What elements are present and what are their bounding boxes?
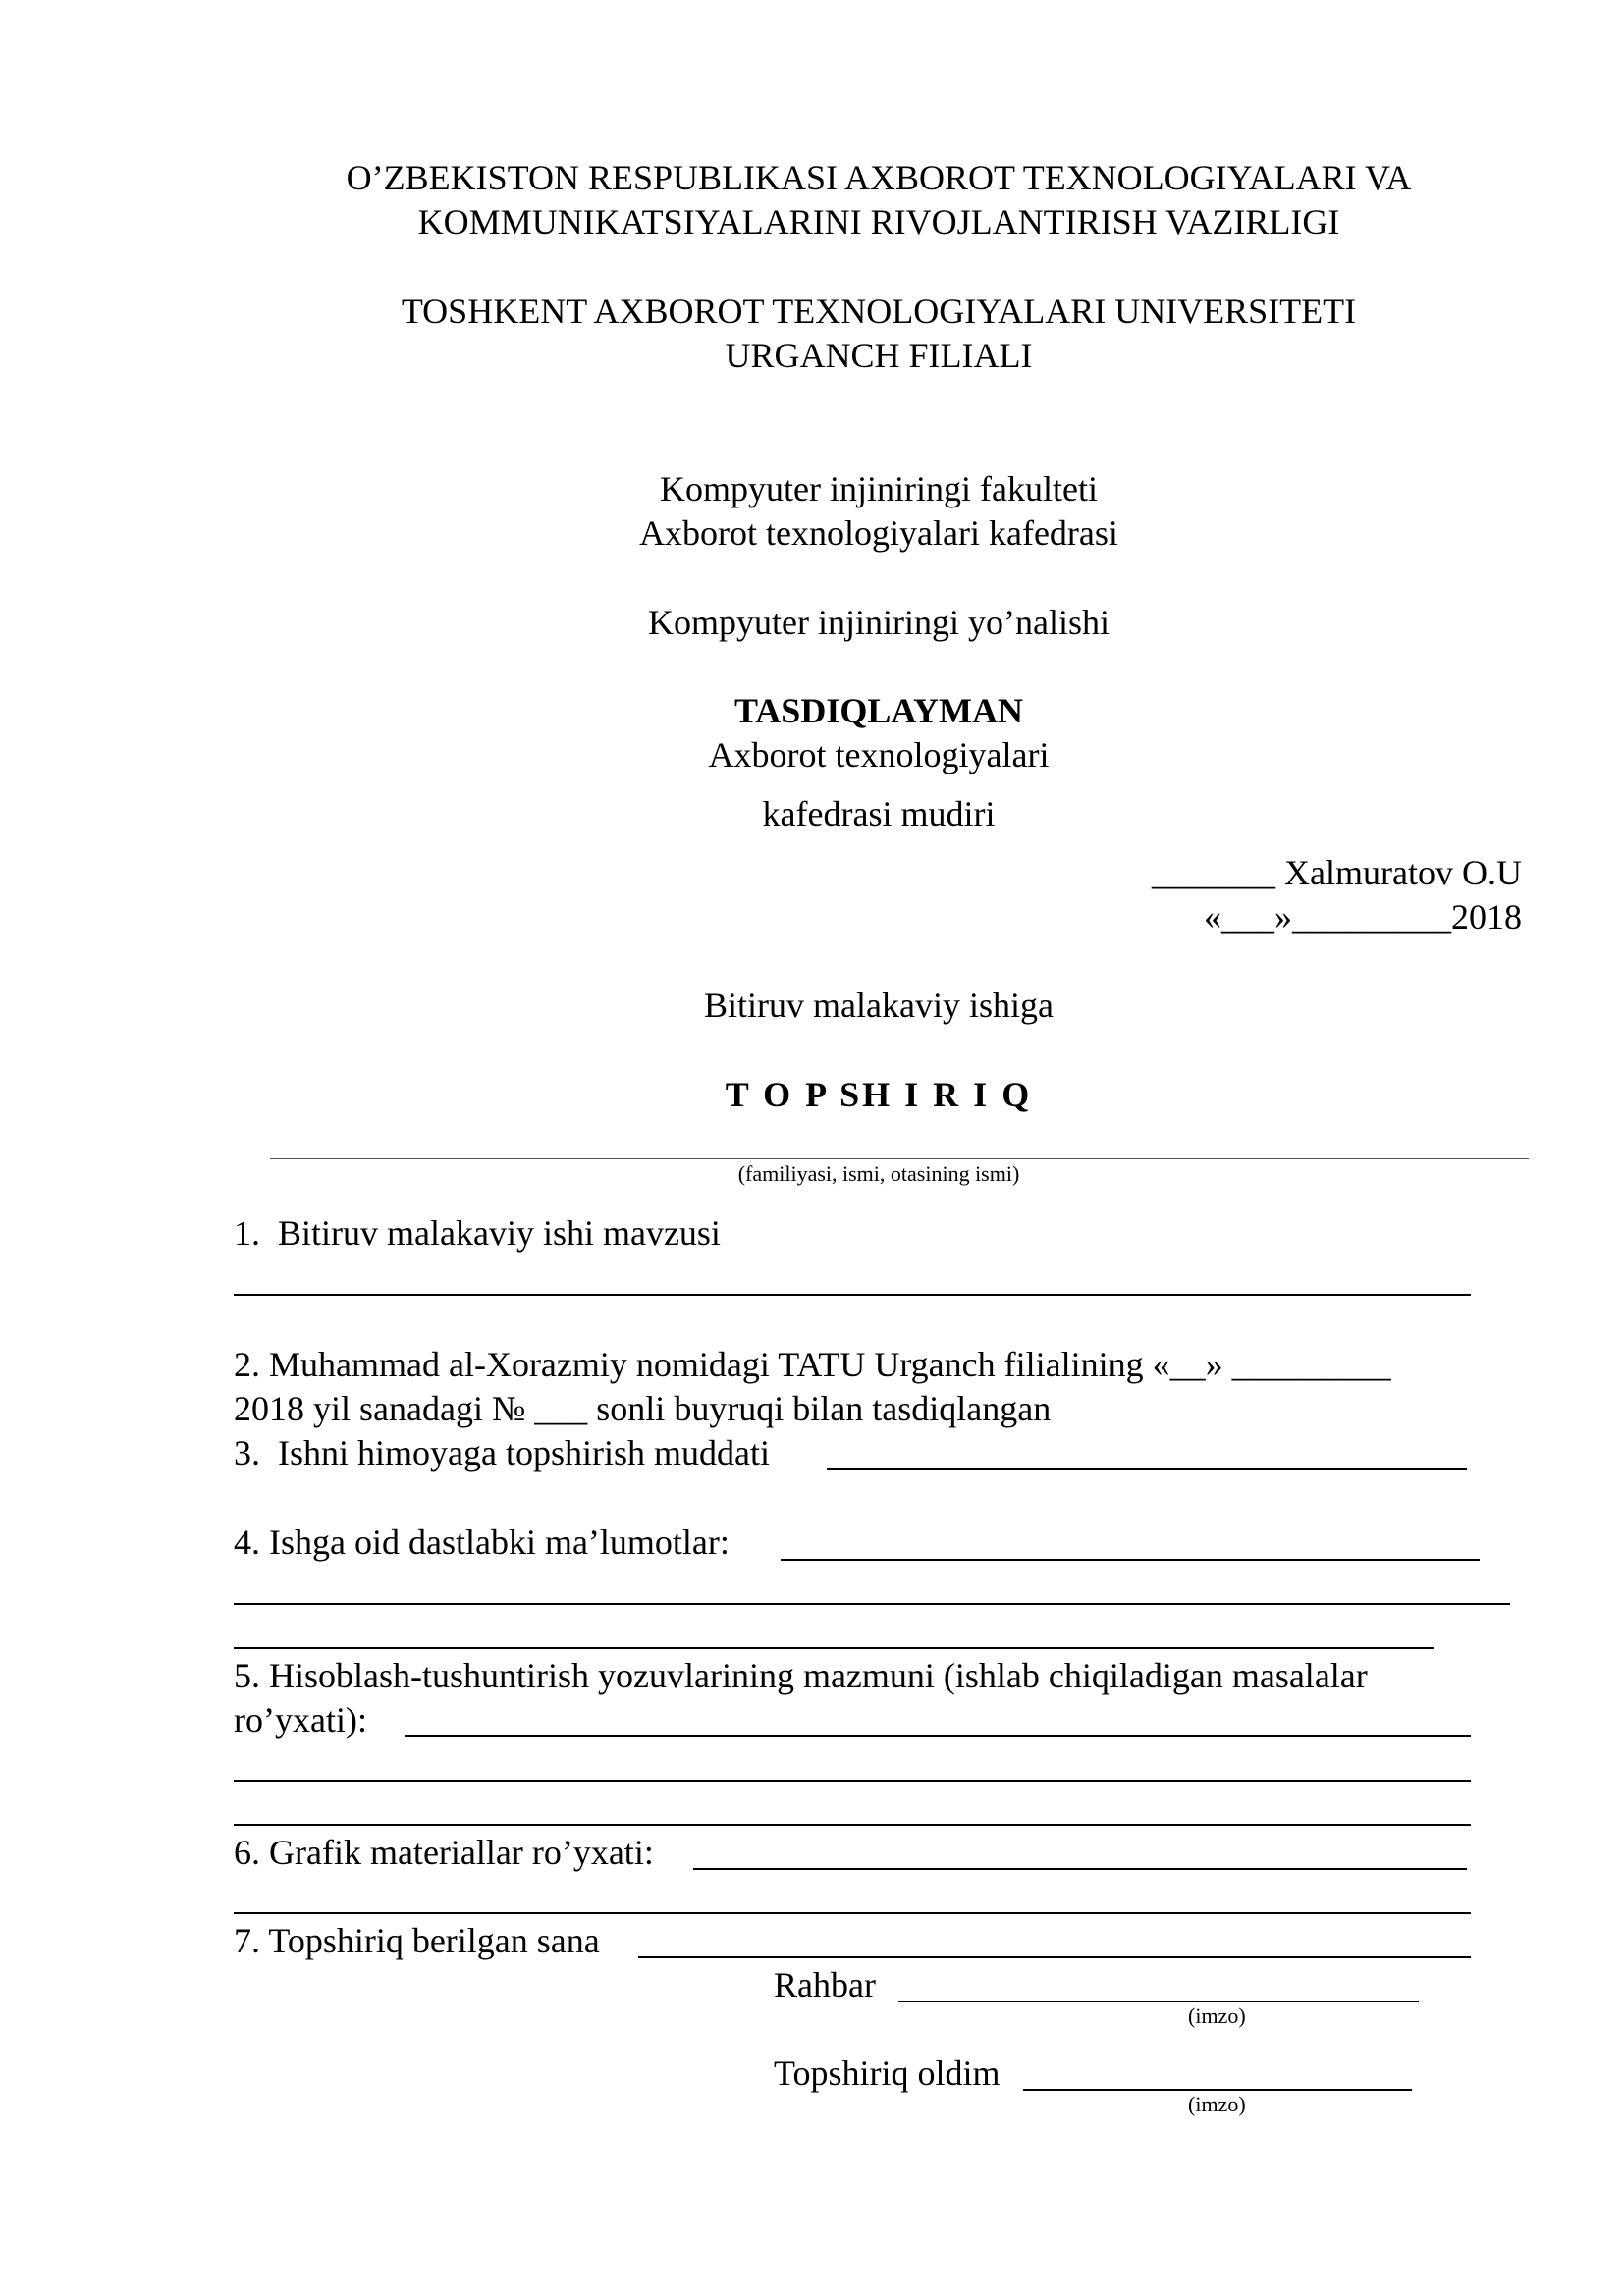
item-6-fill-line-1 <box>693 1868 1467 1870</box>
item-4-fill-line-2 <box>234 1603 1510 1605</box>
item-5-fill-line-1 <box>405 1735 1471 1737</box>
faculty-name: Kompyuter injiniringi fakulteti <box>660 469 1098 508</box>
ministry-line-2: KOMMUNIKATSIYALARINI RIVOJLANTIRISH VAZIRLIGI <box>417 202 1340 241</box>
item-4-initial-data: 4. Ishga oid dastlabki ma’lumotlar: <box>234 1522 730 1562</box>
item-1-thesis-topic: 1. Bitiruv malakaviy ishi mavzusi <box>234 1213 721 1253</box>
student-name-caption: (familiyasi, ismi, otasining ismi) <box>737 1161 1020 1186</box>
item-2-order-line-1: 2. Muhammad al-Xorazmiy nomidagi TATU Urganch filialining «__» _________ <box>234 1345 1391 1384</box>
item-1-fill-line <box>234 1294 1471 1296</box>
item-6-fill-line-2 <box>234 1912 1471 1914</box>
task-subtitle: Bitiruv malakaviy ishiga <box>704 986 1054 1025</box>
item-5-contents-line-1: 5. Hisoblash-tushuntirish yozuvlarining mazmuni (ishlab chiqiladigan masalalar <box>234 1656 1368 1695</box>
supervisor-label: Rahbar <box>774 1965 876 2004</box>
university-line-2: URGANCH FILIALI <box>725 336 1033 375</box>
approver-position-line-2: kafedrasi mudiri <box>762 794 996 833</box>
item-5-fill-line-2 <box>234 1780 1471 1782</box>
item-4-fill-line-3 <box>234 1647 1434 1649</box>
department-name: Axborot texnologiyalari kafedrasi <box>639 513 1118 553</box>
student-receipt-label: Topshiriq oldim <box>774 2054 1001 2093</box>
supervisor-signature-caption: (imzo) <box>1188 2003 1246 2028</box>
student-signature-caption: (imzo) <box>1188 2092 1246 2116</box>
supervisor-signature-line <box>898 2001 1419 2002</box>
item-3-deadline: 3. Ishni himoyaga topshirish muddati <box>234 1433 770 1472</box>
item-5-contents-line-2: ro’yxati): <box>234 1700 367 1739</box>
approval-date-line: «___»_________2018 <box>1204 897 1522 936</box>
item-3-fill-line <box>827 1468 1467 1470</box>
approval-title: TASDIQLAYMAN <box>733 691 1024 730</box>
university-line-1: TOSHKENT AXBOROT TEXNOLOGIYALARI UNIVERSITETI <box>401 292 1357 331</box>
ministry-line-1: O’ZBEKISTON RESPUBLIKASI AXBOROT TEXNOLOGIYALARI VA <box>346 158 1412 197</box>
approver-position-line-1: Axborot texnologiyalari <box>708 735 1050 774</box>
study-direction: Kompyuter injiniringi yo’nalishi <box>648 603 1110 642</box>
item-2-order-line-2: 2018 yil sanadagi № ___ sonli buyruqi bilan tasdiqlangan <box>234 1389 1052 1428</box>
item-6-graphic-materials: 6. Grafik materiallar ro’yxati: <box>234 1833 654 1872</box>
item-7-issue-date: 7. Topshiriq berilgan sana <box>234 1921 600 1960</box>
task-title: T O P SH I R I Q <box>725 1075 1033 1114</box>
item-4-fill-line-1 <box>781 1559 1480 1561</box>
item-5-fill-line-3 <box>234 1824 1471 1826</box>
approver-signature-line: _______ Xalmuratov O.U <box>1152 853 1522 892</box>
item-7-fill-line <box>638 1956 1471 1958</box>
student-name-line <box>270 1158 1529 1159</box>
